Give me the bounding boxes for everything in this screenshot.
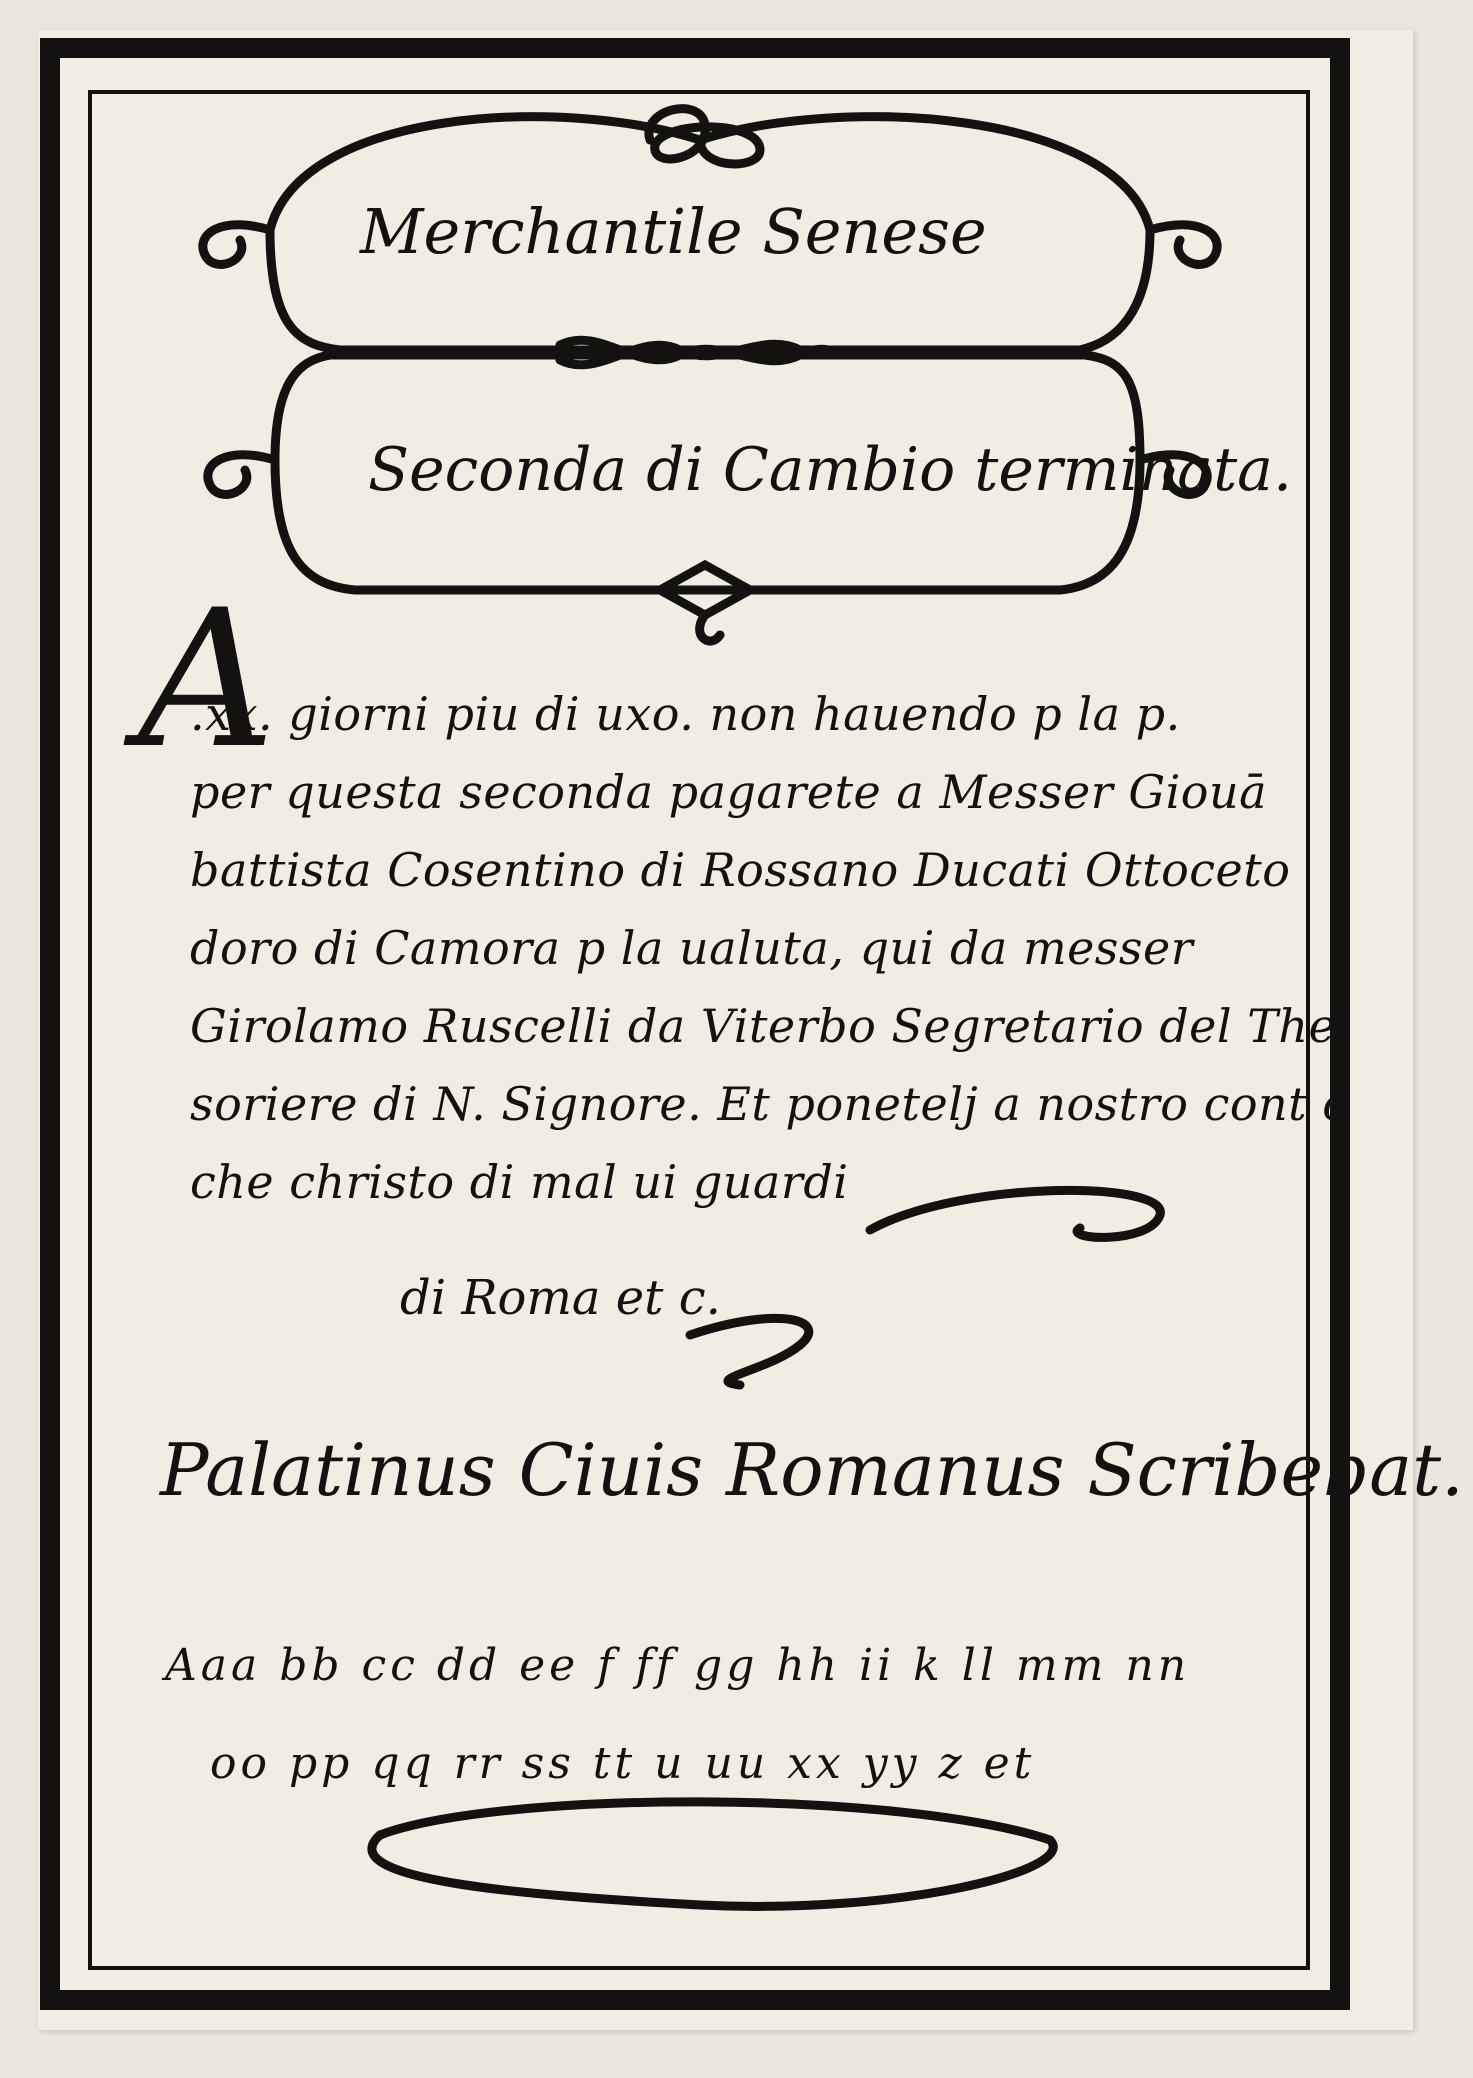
- body-line-7: che christo di mal ui guardi: [190, 1155, 849, 1209]
- letter-body: [190, 675, 1351, 1221]
- alphabet-line-1: Aaa bb cc dd ee f ff gg hh ii k ll mm nn: [165, 1640, 1191, 1691]
- signature-line: Palatinus Ciuis Romanus Scribebat.: [160, 1428, 1464, 1512]
- body-line-3: battista Cosentino di Rossano Ducati Ottoceto: [190, 843, 1291, 897]
- body-line-1: .xx. giorni piu di uxo. non hauendo p la p.: [190, 687, 1181, 741]
- heading-line-2: Seconda di Cambio terminata.: [368, 435, 1293, 505]
- body-line-5: Girolamo Ruscelli da Viterbo Segretario del The: [190, 999, 1337, 1053]
- alphabet-line-2: oo pp qq rr ss tt u uu xx yy z et: [210, 1738, 1036, 1789]
- heading-line-1: Merchantile Senese: [360, 195, 987, 268]
- closing-line: di Roma et c.: [400, 1270, 721, 1326]
- drop-cap: A: [138, 569, 276, 790]
- body-line-2: per questa seconda pagarete a Messer Giouā: [190, 765, 1268, 819]
- body-line-6: soriere di N. Signore. Et ponetelj a nostro cont o: [190, 1077, 1351, 1131]
- body-line-4: doro di Camora p la ualuta, qui da messer: [190, 921, 1194, 975]
